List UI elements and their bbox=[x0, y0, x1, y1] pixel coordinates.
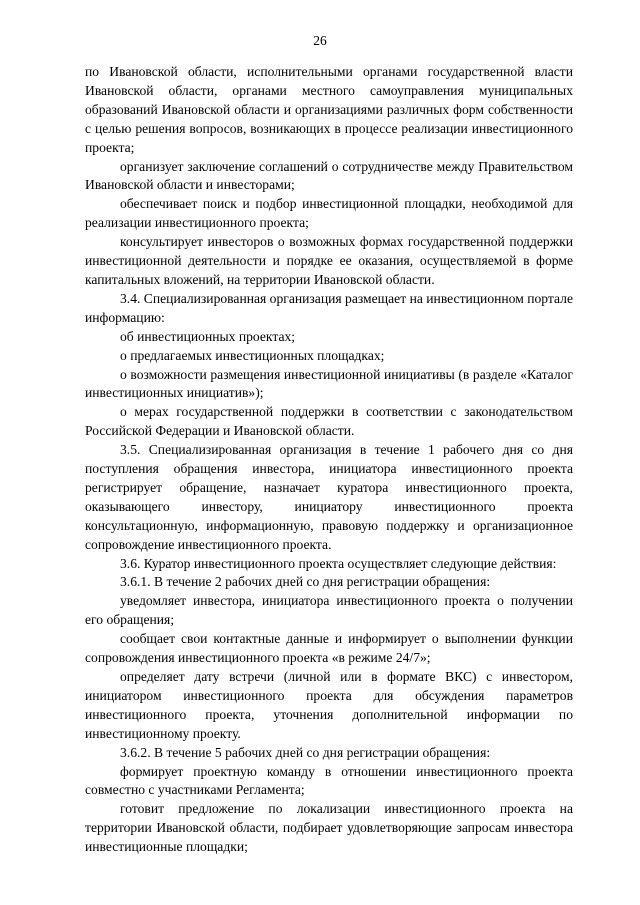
paragraph: консультирует инвесторов о возможных формах государственной поддержки инвестиционной деятельности и порядке ее оказания, осуществляемой в форме капитальных вложений, на территории Ивановской области. bbox=[85, 234, 573, 287]
paragraph: по Ивановской области, исполнительными органами государственной власти Ивановской области, органами местного самоуправления муниципальных образований Ивановской области и организациями различных форм собственности с целью решения вопросов, возникающих в процессе реализации инвестиционного проекта; bbox=[85, 64, 573, 155]
paragraph: обеспечивает поиск и подбор инвестиционной площадки, необходимой для реализации инвестиционного проекта; bbox=[85, 196, 573, 231]
subsection-heading: 3.6.1. В течение 2 рабочих дней со дня регистрации обращения: bbox=[120, 574, 491, 590]
list-item: уведомляет инвестора, инициатора инвестиционного проекта о получении его обращения; bbox=[85, 593, 573, 628]
document-body bbox=[85, 63, 573, 857]
page-number: 26 bbox=[313, 33, 327, 48]
list-item: об инвестиционных проектах; bbox=[120, 328, 296, 344]
list-item: определяет дату встречи (личной или в формате ВКС) с инвестором, инициатором инвестиционного проекта для обсуждения параметров инвестиционного проекта, уточнения дополнительной информации по инвестиционному проекту. bbox=[85, 669, 573, 741]
list-item: о возможности размещения инвестиционной инициативы (в разделе «Каталог инвестиционных инициатив»); bbox=[85, 366, 573, 401]
paragraph: 3.5. Специализированная организация в течение 1 рабочего дня со дня поступления обращения инвестора, инициатора инвестиционного проекта регистрирует обращение, назначает куратора инвестиционного проекта, оказывающего инвестору, инициатору инвестиционного проекта консультационную, информационную, правовую поддержку и организационное сопровождение инвестиционного проекта. bbox=[85, 442, 573, 552]
list-item: сообщает свои контактные данные и информирует о выполнении функции сопровождения инвестиционного проекта «в режиме 24/7»; bbox=[85, 631, 573, 666]
subsection-heading: 3.6.2. В течение 5 рабочих дней со дня регистрации обращения: bbox=[120, 744, 491, 760]
paragraph: 3.6. Куратор инвестиционного проекта осуществляет следующие действия: bbox=[120, 555, 557, 571]
list-item: готовит предложение по локализации инвестиционного проекта на территории Ивановской области, подбирает удовлетворяющие запросам инвестора инвестиционные площадки; bbox=[85, 801, 573, 855]
paragraph: 3.4. Специализированная организация размещает на инвестиционном портале информацию: bbox=[85, 290, 573, 325]
paragraph: организует заключение соглашений о сотрудничестве между Правительством Ивановской области и инвесторами; bbox=[85, 158, 573, 193]
list-item: о предлагаемых инвестиционных площадках; bbox=[120, 347, 385, 363]
list-item: о мерах государственной поддержки в соответствии с законодательством Российской Федерации и Ивановской области. bbox=[85, 404, 573, 439]
list-item: формирует проектную команду в отношении инвестиционного проекта совместно с участниками Регламента; bbox=[85, 763, 573, 798]
